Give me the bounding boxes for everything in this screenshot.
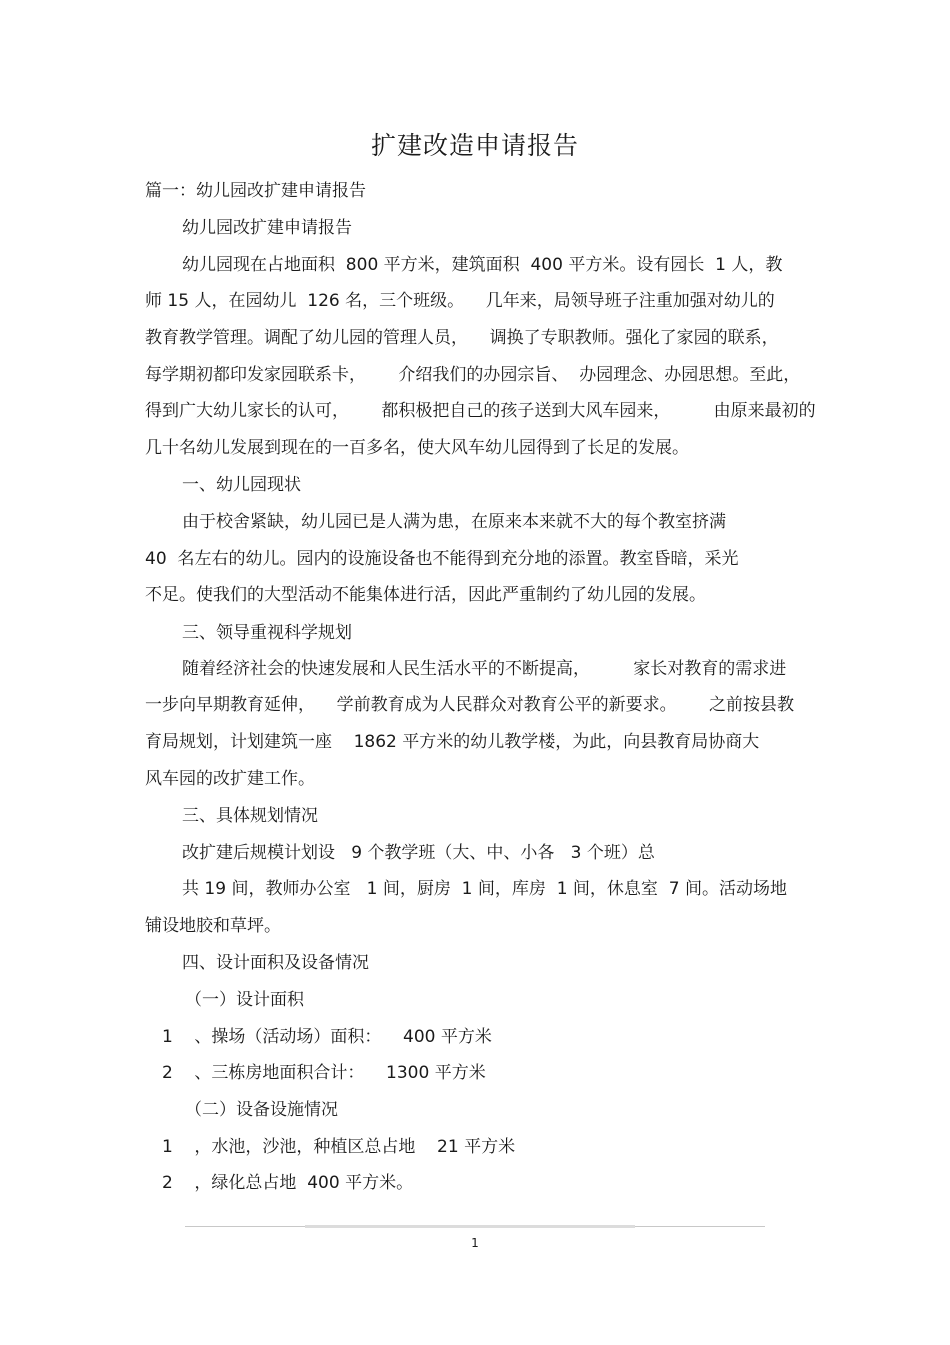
- paragraph-line: 随着经济社会的快速发展和人民生活水平的不断提高， 家长对教育的需求进: [182, 659, 787, 679]
- paragraph-line: 教育教学管理。调配了幼儿园的管理人员， 调换了专职教师。强化了家园的联系，: [145, 328, 779, 348]
- subsection-heading: （二）设备设施情况: [185, 1100, 338, 1120]
- page-number: 1: [471, 1236, 479, 1250]
- paragraph-line: 改扩建后规模计划设 9 个教学班（大、中、小各 3 个班）总: [182, 843, 655, 863]
- paragraph-line: 幼儿园现在占地面积 800 平方米，建筑面积 400 平方米。设有园长 1 人，教: [182, 255, 783, 275]
- section-heading: 一、幼儿园现状: [182, 475, 301, 495]
- subsection-heading: （一）设计面积: [185, 990, 304, 1010]
- paragraph-line: 铺设地胶和草坪。: [145, 916, 281, 936]
- list-item: 1 、操场（活动场）面积： 400 平方米: [162, 1027, 492, 1047]
- paragraph-line: 育局规划，计划建筑一座 1862 平方米的幼儿教学楼，为此，向县教育局协商大: [145, 732, 760, 752]
- paragraph-line: 不足。使我们的大型活动不能集体进行活，因此严重制约了幼儿园的发展。: [145, 585, 706, 605]
- section-heading: 四、设计面积及设备情况: [182, 953, 369, 973]
- paragraph-line: 师 15 人，在园幼儿 126 名，三个班级。 几年来，局领导班子注重加强对幼儿的: [145, 291, 775, 311]
- paragraph-line: 一步向早期教育延伸， 学前教育成为人民群众对教育公平的新要求。 之前按县教: [145, 695, 795, 715]
- section-heading: 三、领导重视科学规划: [182, 623, 352, 643]
- paragraph-line: 几十名幼儿发展到现在的一百多名，使大风车幼儿园得到了长足的发展。: [145, 438, 689, 458]
- paragraph-line: 共 19 间，教师办公室 1 间，厨房 1 间，库房 1 间，休息室 7 间。活动场地: [182, 879, 787, 899]
- list-item: 2 ，绿化总占地 400 平方米。: [162, 1173, 414, 1193]
- chapter-heading: 篇一：幼儿园改扩建申请报告: [145, 181, 366, 201]
- list-item: 2 、三栋房地面积合计： 1300 平方米: [162, 1063, 486, 1083]
- document-title: 扩建改造申请报告: [370, 131, 579, 160]
- paragraph-line: 每学期初都印发家园联系卡， 介绍我们的办园宗旨、 办园理念、办园思想。至此，: [145, 365, 801, 385]
- report-subtitle: 幼儿园改扩建申请报告: [182, 218, 352, 238]
- footer-divider-shade: [305, 1225, 635, 1228]
- section-heading: 三、具体规划情况: [182, 806, 318, 826]
- paragraph-line: 得到广大幼儿家长的认可， 都积极把自己的孩子送到大风车园来， 由原来最初的: [145, 401, 816, 421]
- paragraph-line: 40 名左右的幼儿。园内的设施设备也不能得到充分地的添置。教室昏暗，采光: [145, 549, 739, 569]
- paragraph-line: 由于校舍紧缺，幼儿园已是人满为患，在原来本来就不大的每个教室挤满: [182, 512, 726, 532]
- list-item: 1 ，水池，沙池，种植区总占地 21 平方米: [162, 1137, 516, 1157]
- paragraph-line: 风车园的改扩建工作。: [145, 769, 315, 789]
